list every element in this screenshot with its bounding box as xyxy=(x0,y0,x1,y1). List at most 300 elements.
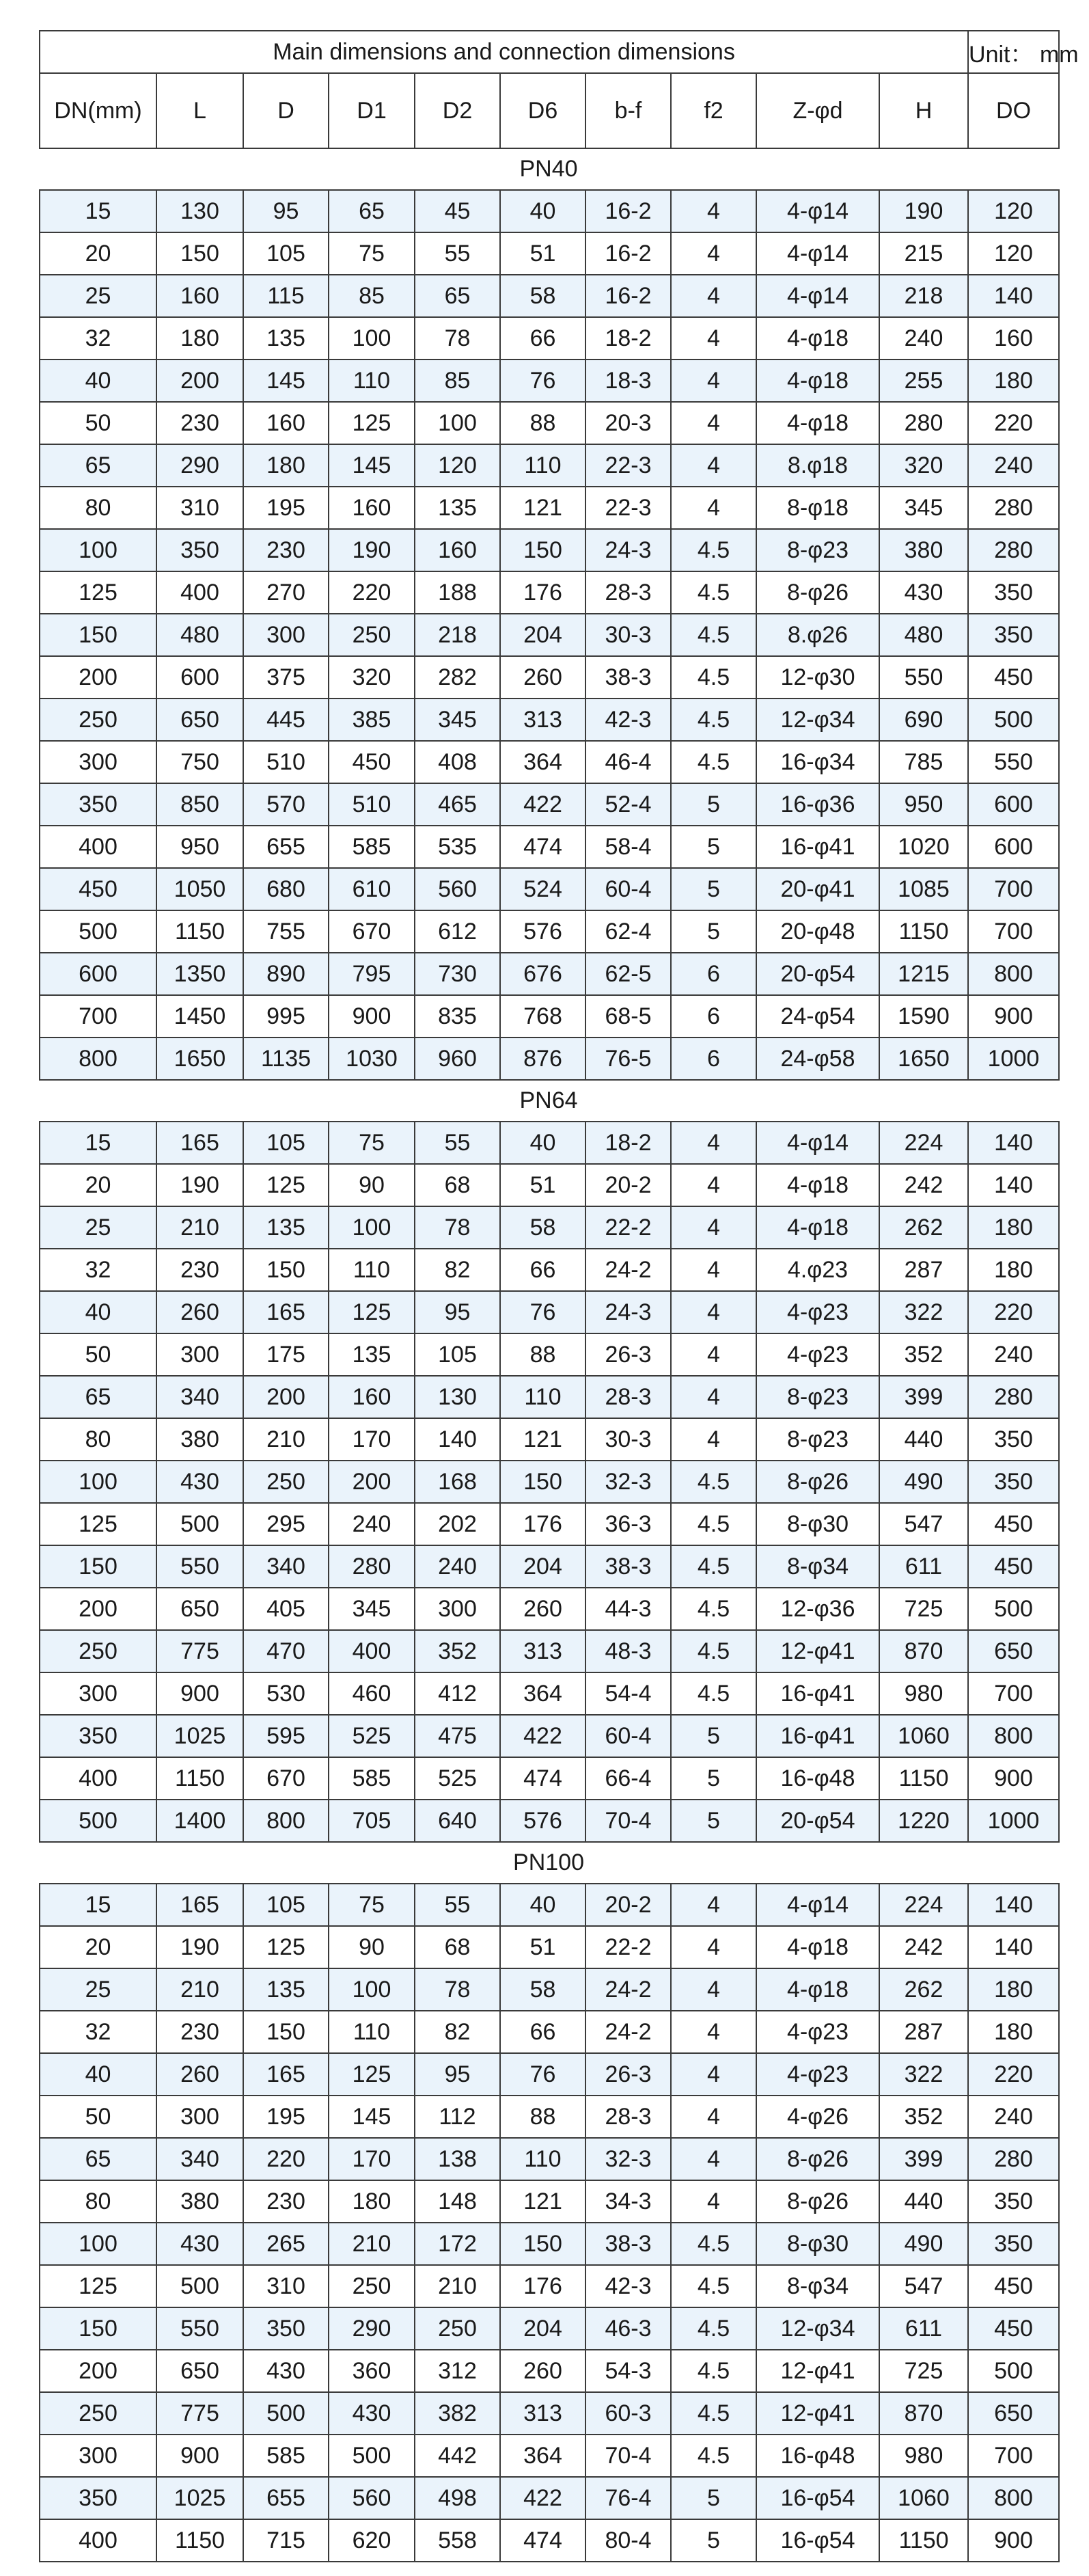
cell-h: 1220 xyxy=(879,1800,968,1842)
cell-d1: 110 xyxy=(329,2011,415,2053)
cell-d2: 95 xyxy=(415,2053,500,2096)
cell-b-f: 16-2 xyxy=(585,232,671,275)
cell-d: 220 xyxy=(243,2138,329,2180)
cell-z-phi-d: 8-φ26 xyxy=(756,571,879,614)
pressure-class-table xyxy=(39,1883,1060,2562)
cell-d2: 475 xyxy=(415,1715,500,1757)
cell-b-f: 32-3 xyxy=(585,1461,671,1503)
cell-f2: 6 xyxy=(671,995,756,1038)
cell-b-f: 22-3 xyxy=(585,487,671,529)
table-row xyxy=(40,1588,1059,1630)
table-row xyxy=(40,1715,1059,1757)
cell-d: 200 xyxy=(243,1376,329,1418)
cell-d1: 85 xyxy=(329,275,415,317)
table-row xyxy=(40,190,1059,232)
cell-h: 352 xyxy=(879,1333,968,1376)
cell-d: 125 xyxy=(243,1164,329,1206)
cell-b-f: 42-3 xyxy=(585,699,671,741)
cell-l: 380 xyxy=(156,1418,243,1461)
cell-l: 340 xyxy=(156,2138,243,2180)
cell-d2: 78 xyxy=(415,1968,500,2011)
cell-d1: 110 xyxy=(329,360,415,402)
cell-dn: 40 xyxy=(40,360,156,402)
cell-d2: 408 xyxy=(415,741,500,783)
title-row xyxy=(40,31,1059,73)
cell-d: 655 xyxy=(243,826,329,868)
cell-d2: 112 xyxy=(415,2096,500,2138)
cell-f2: 4.5 xyxy=(671,1461,756,1503)
table-row xyxy=(40,1206,1059,1249)
cell-f2: 4.5 xyxy=(671,1672,756,1715)
cell-f2: 4.5 xyxy=(671,614,756,656)
cell-d2: 218 xyxy=(415,614,500,656)
cell-h: 380 xyxy=(879,529,968,571)
section-label: PN100 xyxy=(513,1849,584,1875)
cell-d2: 612 xyxy=(415,910,500,953)
cell-d1: 900 xyxy=(329,995,415,1038)
cell-d: 570 xyxy=(243,783,329,826)
cell-h: 190 xyxy=(879,190,968,232)
table-row xyxy=(40,1630,1059,1672)
cell-b-f: 38-3 xyxy=(585,656,671,699)
cell-d2: 55 xyxy=(415,1122,500,1164)
cell-do: 350 xyxy=(968,1461,1059,1503)
cell-do: 240 xyxy=(968,1333,1059,1376)
cell-d: 655 xyxy=(243,2477,329,2519)
cell-l: 300 xyxy=(156,2096,243,2138)
cell-d2: 148 xyxy=(415,2180,500,2223)
cell-b-f: 24-2 xyxy=(585,2011,671,2053)
cell-dn: 250 xyxy=(40,2392,156,2435)
cell-z-phi-d: 4-φ14 xyxy=(756,232,879,275)
cell-l: 430 xyxy=(156,2223,243,2265)
cell-dn: 80 xyxy=(40,487,156,529)
cell-d6: 110 xyxy=(500,2138,585,2180)
cell-d1: 795 xyxy=(329,953,415,995)
cell-do: 500 xyxy=(968,1588,1059,1630)
table-row xyxy=(40,868,1059,910)
cell-dn: 50 xyxy=(40,2096,156,2138)
cell-d2: 730 xyxy=(415,953,500,995)
cell-h: 1060 xyxy=(879,1715,968,1757)
cell-d: 160 xyxy=(243,402,329,444)
cell-b-f: 30-3 xyxy=(585,614,671,656)
table-row xyxy=(40,1418,1059,1461)
cell-d6: 40 xyxy=(500,1884,585,1926)
cell-dn: 350 xyxy=(40,1715,156,1757)
table-row xyxy=(40,444,1059,487)
cell-d6: 176 xyxy=(500,571,585,614)
cell-d: 165 xyxy=(243,1291,329,1333)
cell-z-phi-d: 16-φ48 xyxy=(756,2435,879,2477)
cell-l: 1400 xyxy=(156,1800,243,1842)
cell-z-phi-d: 4-φ18 xyxy=(756,1206,879,1249)
cell-d2: 85 xyxy=(415,360,500,402)
cell-d6: 88 xyxy=(500,402,585,444)
cell-d1: 670 xyxy=(329,910,415,953)
cell-l: 1150 xyxy=(156,2519,243,2562)
cell-f2: 4.5 xyxy=(671,2265,756,2307)
cell-d1: 75 xyxy=(329,1122,415,1164)
cell-b-f: 62-5 xyxy=(585,953,671,995)
cell-d6: 576 xyxy=(500,910,585,953)
cell-h: 262 xyxy=(879,1968,968,2011)
cell-l: 180 xyxy=(156,317,243,360)
cell-d1: 135 xyxy=(329,1333,415,1376)
cell-do: 800 xyxy=(968,953,1059,995)
table-row xyxy=(40,826,1059,868)
table-row xyxy=(40,1968,1059,2011)
cell-d1: 75 xyxy=(329,232,415,275)
cell-d6: 422 xyxy=(500,783,585,826)
cell-d2: 95 xyxy=(415,1291,500,1333)
cell-b-f: 44-3 xyxy=(585,1588,671,1630)
cell-dn: 200 xyxy=(40,656,156,699)
cell-d6: 313 xyxy=(500,1630,585,1672)
cell-z-phi-d: 20-φ54 xyxy=(756,1800,879,1842)
cell-d6: 313 xyxy=(500,699,585,741)
cell-f2: 5 xyxy=(671,826,756,868)
cell-d2: 138 xyxy=(415,2138,500,2180)
cell-d: 680 xyxy=(243,868,329,910)
cell-d1: 100 xyxy=(329,1206,415,1249)
cell-h: 399 xyxy=(879,2138,968,2180)
cell-l: 150 xyxy=(156,232,243,275)
cell-d1: 400 xyxy=(329,1630,415,1672)
cell-z-phi-d: 12-φ36 xyxy=(756,1588,879,1630)
cell-l: 775 xyxy=(156,2392,243,2435)
cell-b-f: 28-3 xyxy=(585,571,671,614)
cell-d1: 320 xyxy=(329,656,415,699)
cell-do: 700 xyxy=(968,910,1059,953)
cell-b-f: 24-3 xyxy=(585,529,671,571)
cell-h: 1215 xyxy=(879,953,968,995)
table-row xyxy=(40,1038,1059,1080)
cell-z-phi-d: 12-φ41 xyxy=(756,2392,879,2435)
cell-d2: 412 xyxy=(415,1672,500,1715)
cell-d6: 364 xyxy=(500,2435,585,2477)
table-row xyxy=(40,995,1059,1038)
cell-d6: 40 xyxy=(500,190,585,232)
table-row xyxy=(40,2435,1059,2477)
cell-d6: 88 xyxy=(500,2096,585,2138)
cell-dn: 300 xyxy=(40,2435,156,2477)
cell-d: 230 xyxy=(243,529,329,571)
cell-d: 1135 xyxy=(243,1038,329,1080)
cell-b-f: 60-4 xyxy=(585,868,671,910)
cell-d1: 560 xyxy=(329,2477,415,2519)
cell-f2: 4.5 xyxy=(671,2223,756,2265)
cell-do: 140 xyxy=(968,1926,1059,1968)
cell-d: 405 xyxy=(243,1588,329,1630)
table-row xyxy=(40,1249,1059,1291)
cell-do: 450 xyxy=(968,2265,1059,2307)
cell-z-phi-d: 4-φ18 xyxy=(756,1926,879,1968)
cell-do: 550 xyxy=(968,741,1059,783)
cell-d1: 75 xyxy=(329,1884,415,1926)
cell-h: 242 xyxy=(879,1164,968,1206)
cell-l: 550 xyxy=(156,1545,243,1588)
cell-do: 900 xyxy=(968,1757,1059,1800)
cell-b-f: 70-4 xyxy=(585,2435,671,2477)
cell-f2: 4.5 xyxy=(671,571,756,614)
cell-b-f: 20-2 xyxy=(585,1164,671,1206)
cell-h: 547 xyxy=(879,2265,968,2307)
cell-do: 280 xyxy=(968,2138,1059,2180)
table-row xyxy=(40,1545,1059,1588)
sections xyxy=(39,149,1058,2562)
table-row xyxy=(40,2265,1059,2307)
cell-do: 500 xyxy=(968,2350,1059,2392)
cell-do: 140 xyxy=(968,1122,1059,1164)
cell-d1: 220 xyxy=(329,571,415,614)
section-label: PN64 xyxy=(519,1087,578,1113)
cell-z-phi-d: 8-φ26 xyxy=(756,1461,879,1503)
cell-dn: 25 xyxy=(40,1206,156,1249)
cell-l: 650 xyxy=(156,2350,243,2392)
cell-l: 1150 xyxy=(156,910,243,953)
table-row xyxy=(40,2519,1059,2562)
cell-d: 125 xyxy=(243,1926,329,1968)
cell-l: 230 xyxy=(156,402,243,444)
cell-do: 1000 xyxy=(968,1038,1059,1080)
cell-dn: 150 xyxy=(40,1545,156,1588)
cell-b-f: 30-3 xyxy=(585,1418,671,1461)
cell-d: 195 xyxy=(243,487,329,529)
cell-f2: 4 xyxy=(671,1968,756,2011)
cell-d2: 68 xyxy=(415,1164,500,1206)
table-row xyxy=(40,2350,1059,2392)
cell-do: 220 xyxy=(968,2053,1059,2096)
cell-d6: 66 xyxy=(500,1249,585,1291)
cell-l: 165 xyxy=(156,1884,243,1926)
table-row xyxy=(40,2011,1059,2053)
cell-f2: 5 xyxy=(671,2519,756,2562)
cell-d6: 51 xyxy=(500,232,585,275)
column-header-d2: D2 xyxy=(415,73,500,148)
cell-f2: 4 xyxy=(671,487,756,529)
cell-f2: 4 xyxy=(671,1418,756,1461)
column-header-z-phi-d: Z-φd xyxy=(756,73,879,148)
cell-l: 500 xyxy=(156,2265,243,2307)
cell-z-phi-d: 16-φ54 xyxy=(756,2519,879,2562)
cell-d1: 125 xyxy=(329,1291,415,1333)
cell-l: 1150 xyxy=(156,1757,243,1800)
cell-d1: 460 xyxy=(329,1672,415,1715)
cell-dn: 80 xyxy=(40,1418,156,1461)
cell-d: 165 xyxy=(243,2053,329,2096)
cell-dn: 500 xyxy=(40,1800,156,1842)
cell-d: 715 xyxy=(243,2519,329,2562)
cell-h: 870 xyxy=(879,2392,968,2435)
cell-d2: 45 xyxy=(415,190,500,232)
cell-d1: 290 xyxy=(329,2307,415,2350)
cell-dn: 100 xyxy=(40,529,156,571)
cell-l: 430 xyxy=(156,1461,243,1503)
cell-z-phi-d: 4-φ23 xyxy=(756,2053,879,2096)
cell-d: 800 xyxy=(243,1800,329,1842)
cell-do: 600 xyxy=(968,826,1059,868)
cell-l: 950 xyxy=(156,826,243,868)
cell-l: 290 xyxy=(156,444,243,487)
cell-z-phi-d: 8-φ30 xyxy=(756,2223,879,2265)
cell-z-phi-d: 16-φ54 xyxy=(756,2477,879,2519)
cell-l: 200 xyxy=(156,360,243,402)
cell-d2: 210 xyxy=(415,2265,500,2307)
cell-d: 95 xyxy=(243,190,329,232)
cell-z-phi-d: 16-φ41 xyxy=(756,826,879,868)
cell-b-f: 62-4 xyxy=(585,910,671,953)
cell-z-phi-d: 8-φ18 xyxy=(756,487,879,529)
cell-d6: 422 xyxy=(500,1715,585,1757)
cell-d6: 474 xyxy=(500,2519,585,2562)
cell-dn: 15 xyxy=(40,1884,156,1926)
cell-f2: 4 xyxy=(671,1122,756,1164)
cell-d1: 100 xyxy=(329,1968,415,2011)
cell-b-f: 66-4 xyxy=(585,1757,671,1800)
cell-do: 140 xyxy=(968,1884,1059,1926)
cell-l: 300 xyxy=(156,1333,243,1376)
cell-d2: 558 xyxy=(415,2519,500,2562)
cell-d6: 364 xyxy=(500,1672,585,1715)
cell-d1: 610 xyxy=(329,868,415,910)
cell-dn: 500 xyxy=(40,910,156,953)
cell-b-f: 60-4 xyxy=(585,1715,671,1757)
cell-f2: 4 xyxy=(671,1291,756,1333)
cell-d6: 51 xyxy=(500,1164,585,1206)
cell-l: 400 xyxy=(156,571,243,614)
cell-d6: 364 xyxy=(500,741,585,783)
cell-b-f: 38-3 xyxy=(585,2223,671,2265)
cell-d2: 640 xyxy=(415,1800,500,1842)
cell-d: 180 xyxy=(243,444,329,487)
cell-dn: 32 xyxy=(40,1249,156,1291)
column-header-d6: D6 xyxy=(500,73,585,148)
cell-d6: 768 xyxy=(500,995,585,1038)
pressure-class-table xyxy=(39,1121,1060,1843)
cell-do: 220 xyxy=(968,1291,1059,1333)
cell-d6: 676 xyxy=(500,953,585,995)
cell-l: 1050 xyxy=(156,868,243,910)
cell-h: 1150 xyxy=(879,2519,968,2562)
cell-d6: 58 xyxy=(500,275,585,317)
cell-d2: 202 xyxy=(415,1503,500,1545)
cell-d: 530 xyxy=(243,1672,329,1715)
table-row xyxy=(40,783,1059,826)
cell-d1: 240 xyxy=(329,1503,415,1545)
cell-d1: 385 xyxy=(329,699,415,741)
cell-d: 350 xyxy=(243,2307,329,2350)
cell-h: 611 xyxy=(879,1545,968,1588)
cell-z-phi-d: 12-φ30 xyxy=(756,656,879,699)
cell-do: 240 xyxy=(968,444,1059,487)
cell-h: 440 xyxy=(879,1418,968,1461)
cell-do: 800 xyxy=(968,2477,1059,2519)
cell-f2: 5 xyxy=(671,910,756,953)
table-row xyxy=(40,1291,1059,1333)
cell-d: 230 xyxy=(243,2180,329,2223)
cell-h: 870 xyxy=(879,1630,968,1672)
cell-l: 850 xyxy=(156,783,243,826)
header-table xyxy=(39,30,1079,149)
cell-d2: 345 xyxy=(415,699,500,741)
cell-b-f: 76-4 xyxy=(585,2477,671,2519)
cell-l: 210 xyxy=(156,1968,243,2011)
cell-d2: 160 xyxy=(415,529,500,571)
cell-d6: 176 xyxy=(500,2265,585,2307)
cell-z-phi-d: 12-φ34 xyxy=(756,2307,879,2350)
cell-f2: 6 xyxy=(671,953,756,995)
cell-z-phi-d: 4-φ18 xyxy=(756,1164,879,1206)
cell-l: 775 xyxy=(156,1630,243,1672)
cell-h: 262 xyxy=(879,1206,968,1249)
dimension-sheet xyxy=(39,30,1079,2562)
table-title: Main dimensions and connection dimensions xyxy=(40,31,968,73)
cell-d: 265 xyxy=(243,2223,329,2265)
cell-d1: 125 xyxy=(329,2053,415,2096)
table-row xyxy=(40,1122,1059,1164)
cell-do: 280 xyxy=(968,529,1059,571)
cell-l: 650 xyxy=(156,699,243,741)
cell-b-f: 16-2 xyxy=(585,275,671,317)
cell-d1: 450 xyxy=(329,741,415,783)
cell-b-f: 38-3 xyxy=(585,1545,671,1588)
cell-do: 500 xyxy=(968,699,1059,741)
cell-l: 260 xyxy=(156,2053,243,2096)
cell-l: 900 xyxy=(156,1672,243,1715)
cell-l: 230 xyxy=(156,2011,243,2053)
cell-d2: 68 xyxy=(415,1926,500,1968)
cell-z-phi-d: 8-φ30 xyxy=(756,1503,879,1545)
cell-f2: 4 xyxy=(671,1376,756,1418)
cell-d6: 110 xyxy=(500,1376,585,1418)
cell-f2: 5 xyxy=(671,1800,756,1842)
cell-h: 240 xyxy=(879,317,968,360)
cell-do: 700 xyxy=(968,868,1059,910)
cell-d: 890 xyxy=(243,953,329,995)
cell-d1: 210 xyxy=(329,2223,415,2265)
cell-d6: 176 xyxy=(500,1503,585,1545)
cell-b-f: 52-4 xyxy=(585,783,671,826)
cell-dn: 100 xyxy=(40,2223,156,2265)
table-row xyxy=(40,2138,1059,2180)
cell-dn: 400 xyxy=(40,2519,156,2562)
cell-f2: 4.5 xyxy=(671,2350,756,2392)
cell-d6: 524 xyxy=(500,868,585,910)
cell-h: 215 xyxy=(879,232,968,275)
cell-dn: 400 xyxy=(40,826,156,868)
cell-dn: 25 xyxy=(40,1968,156,2011)
cell-dn: 80 xyxy=(40,2180,156,2223)
cell-dn: 50 xyxy=(40,1333,156,1376)
cell-do: 240 xyxy=(968,2096,1059,2138)
section-label: PN40 xyxy=(519,156,578,182)
cell-f2: 4.5 xyxy=(671,1545,756,1588)
cell-h: 725 xyxy=(879,2350,968,2392)
table-row xyxy=(40,656,1059,699)
cell-d: 135 xyxy=(243,1206,329,1249)
cell-d: 105 xyxy=(243,1884,329,1926)
cell-z-phi-d: 20-φ41 xyxy=(756,868,879,910)
cell-d: 470 xyxy=(243,1630,329,1672)
cell-b-f: 70-4 xyxy=(585,1800,671,1842)
cell-l: 230 xyxy=(156,1249,243,1291)
cell-do: 450 xyxy=(968,1503,1059,1545)
cell-d: 135 xyxy=(243,317,329,360)
cell-h: 1060 xyxy=(879,2477,968,2519)
cell-d: 340 xyxy=(243,1545,329,1588)
table-row xyxy=(40,360,1059,402)
